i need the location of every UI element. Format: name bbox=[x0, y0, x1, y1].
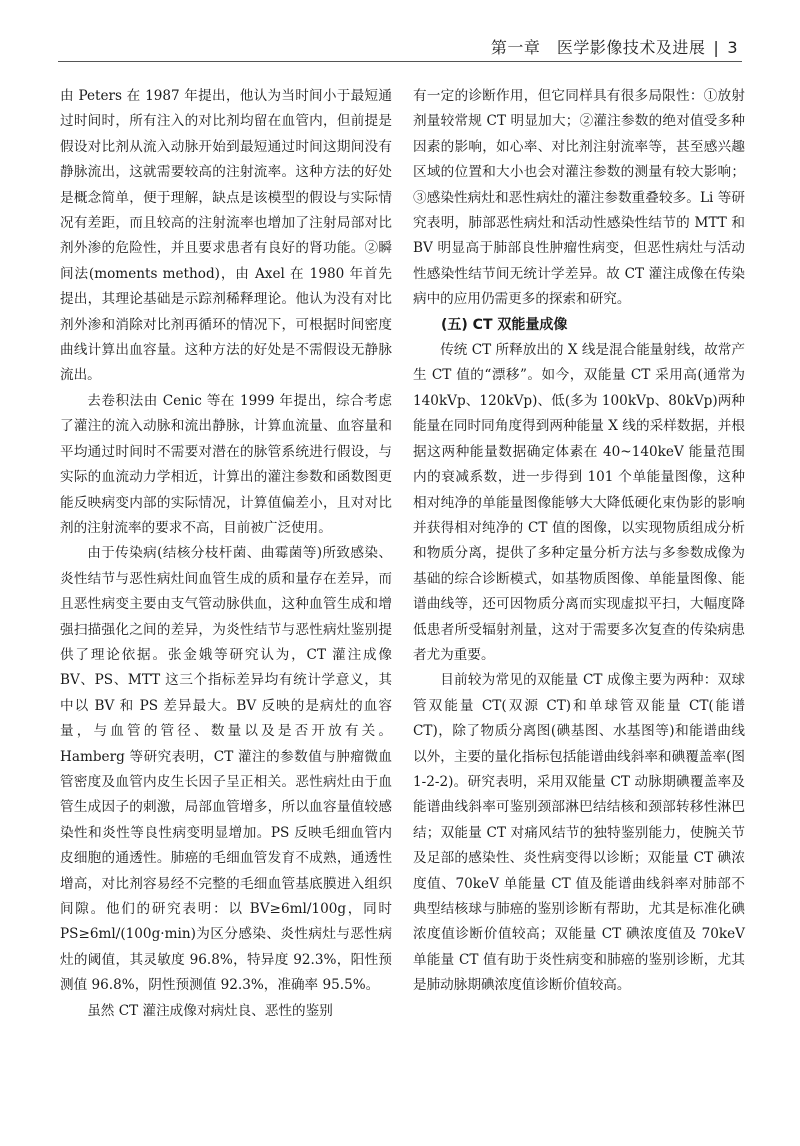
chapter-title: 第一章 医学影像技术及进展 bbox=[490, 38, 706, 57]
paragraph: 有一定的诊断作用，但它同样具有很多局限性：①放射剂量较常规 CT 明显加大；②灌注参数的绝对值受多种因素的影响，如心率、对比剂注射流率等，甚至感兴趣区域的位置和大小也会对灌注参数的测量有较大影响；③感染性病灶和恶性病灶的灌注参数重叠较多。Li 等研究表明，肺部恶性病灶和活动性感染性结节的 MTT 和 BV 明显高于肺部良性肿瘤性病变，但恶性病灶与活动性感染性结节间无统计学差异。故 CT 灌注成像在传染病中的应用仍需更多的探索和研究。 bbox=[413, 88, 745, 308]
running-head bbox=[491, 35, 738, 58]
page-number: 3 bbox=[727, 38, 738, 57]
header-rule bbox=[58, 61, 742, 62]
section-heading: (五) CT 双能量成像 bbox=[441, 316, 568, 333]
right-column bbox=[413, 84, 745, 999]
page-header bbox=[0, 0, 800, 62]
paragraph: 传统 CT 所释放出的 X 线是混合能量射线，故常产生 CT 值的“漂移”。如今，双能量 CT 采用高(通常为 140kVp、120kVp)、低(多为 100kVp、80kVp)两种能量在同时同角度得到两种能量 X 线的采样数据，并根据这两种能量数据确定体素在 40~140keV 能量范围内的衰减系数，进一步得到 101 个单能量图像，这种相对纯净的单能量图像能够大大降低硬化束伪影的影响并获得相对纯净的 CT 值的图像，以实现物质组成分析和物质分离，提供了多种定量分析方法与多参数成像为基础的综合诊断模式，如基物质图像、单能量图像、能谱曲线等，还可因物质分离而实现虚拟平扫，大幅度降低患者所受辐射剂量，这对于需要多次复查的传染病患者尤为重要。 bbox=[413, 342, 745, 663]
paragraph: 目前较为常见的双能量 CT 成像主要为两种：双球管双能量 CT(双源 CT)和单球管双能量 CT(能谱 CT)，除了物质分离图(碘基图、水基图等)和能谱曲线以外，主要的量化指标包括能谱曲线斜率和碘覆盖率(图 1-2-2)。研究表明，采用双能量 CT 动脉期碘覆盖率及能谱曲线斜率可鉴别颈部淋巴结结核和颈部转移性淋巴结；双能量 CT 对痛风结节的独特鉴别能力，使腕关节及足部的感染性、炎性病变得以诊断；双能量 CT 碘浓度值、70keV 单能量 CT 值及能谱曲线斜率对肺部不典型结核球与肺癌的鉴别诊断有帮助，尤其是标准化碘浓度值诊断价值较高；双能量 CT 碘浓度值及 70keV 单能量 CT 值有助于炎性病变和肺癌的鉴别诊断，尤其是肺动脉期碘浓度值诊断价值较高。 bbox=[413, 672, 745, 994]
left-column bbox=[60, 84, 392, 1024]
paragraph: 由 Peters 在 1987 年提出，他认为当时间小于最短通过时间时，所有注入的对比剂均留在血管内，但前提是假设对比剂从流入动脉开始到最短通过时间这期间没有静脉流出，这就需要较高的注射流率。这种方法的好处是概念简单，便于理解，缺点是该模型的假设与实际情况有差距，而且较高的注射流率也增加了注射局部对比剂外渗的危险性，并且要求患者有良好的肾功能。②瞬间法(moments method)，由 Axel 在 1980 年首先提出，其理论基础是示踪剂稀释理论。他认为没有对比剂外渗和消除对比剂再循环的情况下，可根据时间密度曲线计算出血容量。这种方法的好处是不需假设无静脉流出。 bbox=[60, 88, 392, 384]
header-separator: | bbox=[713, 38, 720, 57]
paragraph: 虽然 CT 灌注成像对病灶良、恶性的鉴别 bbox=[87, 1002, 333, 1019]
paragraph: 去卷积法由 Cenic 等在 1999 年提出，综合考虑了灌注的流入动脉和流出静脉，计算血流量、血容量和平均通过时间时不需要对潜在的脉管系统进行假设，与实际的血流动力学相近，计算出的灌注参数和函数图更能反映病变内部的实际情况，计算值偏差小，且对对比剂的注射流率的要求不高，目前被广泛使用。 bbox=[60, 392, 392, 536]
paragraph: 由于传染病(结核分枝杆菌、曲霉菌等)所致感染、炎性结节与恶性病灶间血管生成的质和量存在差异，而且恶性病变主要由支气管动脉供血，这种血管生成和增强扫描强化之间的差异，为炎性结节与恶性病灶鉴别提供了理论依据。张金娥等研究认为，CT 灌注成像 BV、PS、MTT 这三个指标差异均有统计学意义，其中以 BV 和 PS 差异最大。BV 反映的是病灶的血容量，与血管的管径、数量以及是否开放有关。Hamberg 等研究表明，CT 灌注的参数值与肿瘤微血管密度及血管内皮生长因子呈正相关。恶性病灶由于血管生成因子的刺激，局部血管增多，所以血容量值较感染性和炎性等良性病变明显增加。PS 反映毛细血管内皮细胞的通透性。肺癌的毛细血管发育不成熟，通透性增高，对比剂容易经不完整的毛细血管基底膜进入组织间隙。他们的研究表明：以 BV≥6ml/100g，同时 PS≥6ml/(100g·min)为区分感染、炎性病灶与恶性病灶的阈值，其灵敏度 96.8%，特异度 92.3%，阳性预测值 96.8%，阴性预测值 92.3%，准确率 95.5%。 bbox=[60, 545, 392, 994]
